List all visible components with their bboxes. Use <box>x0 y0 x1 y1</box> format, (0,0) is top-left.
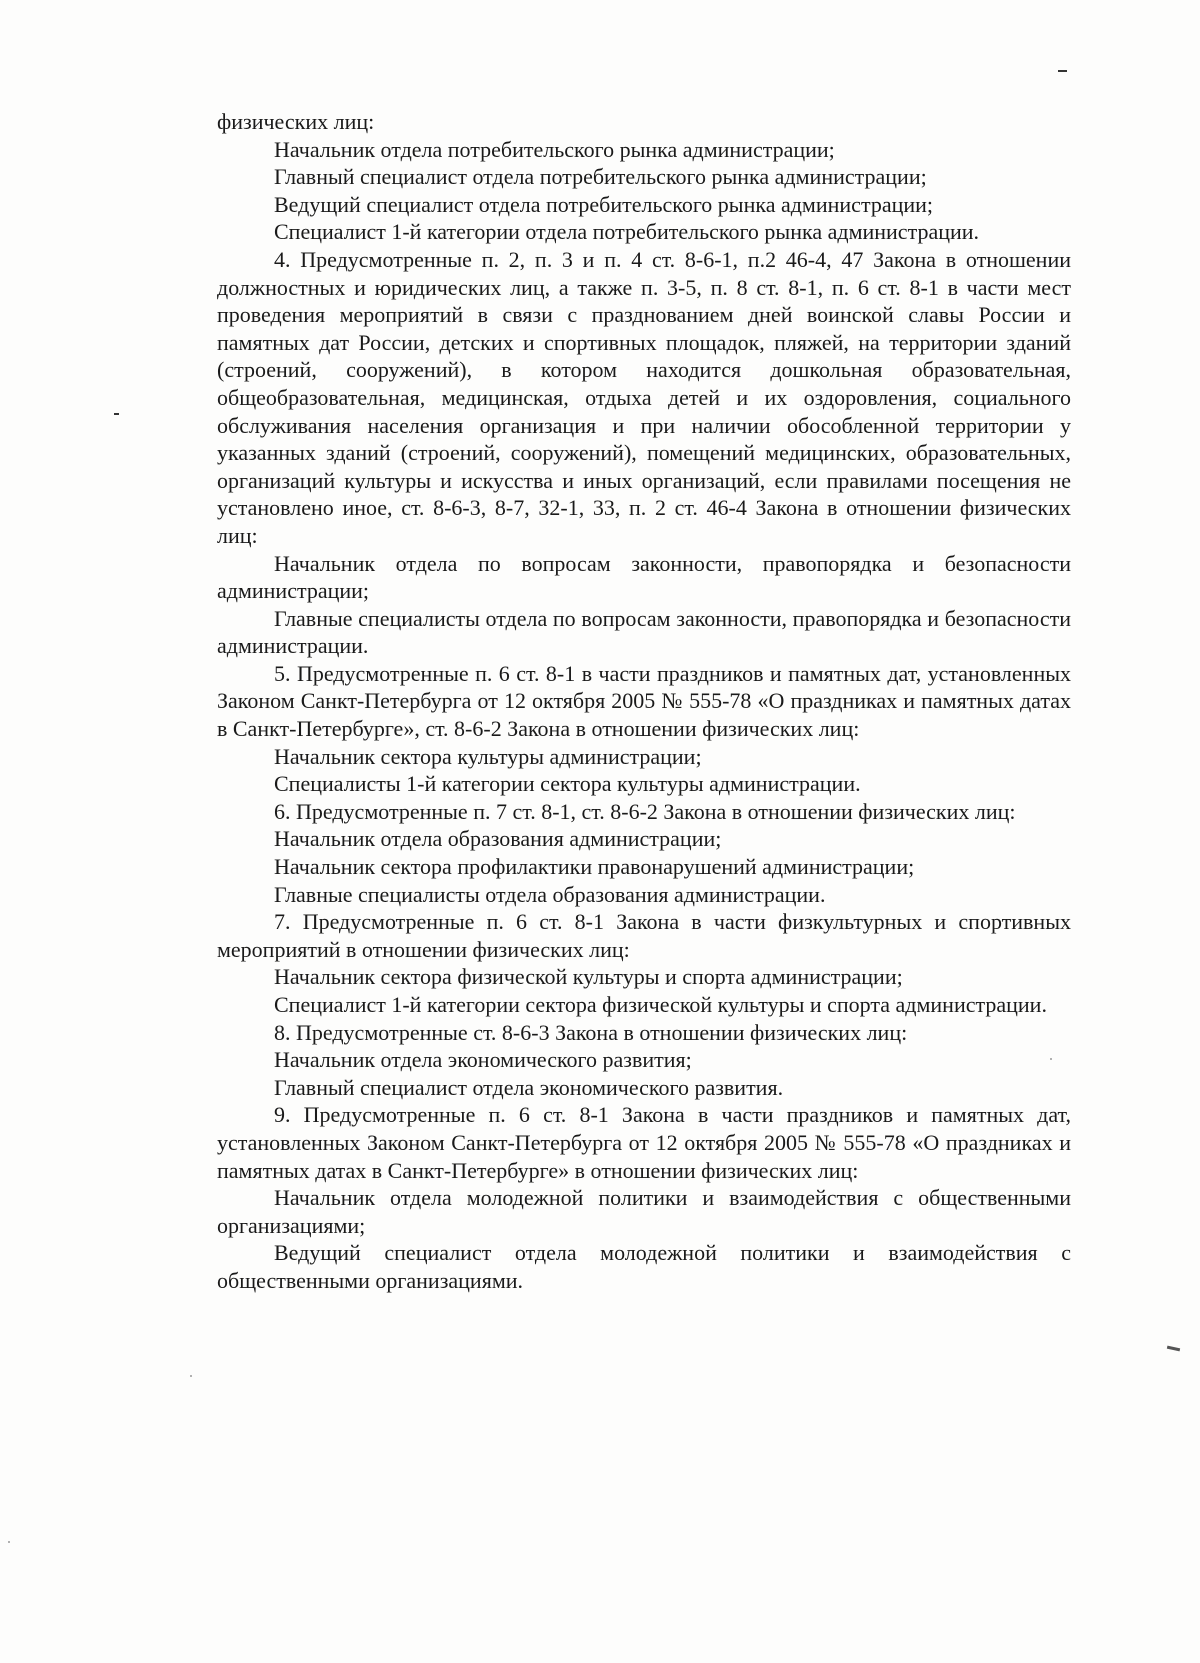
document-body <box>217 108 1071 1295</box>
paragraph: Главные специалисты отдела по вопросам законности, правопорядка и безопасности администрации. <box>217 605 1071 659</box>
paragraph: Главный специалист отдела потребительского рынка администрации; <box>274 164 927 190</box>
paragraph: Ведущий специалист отдела молодежной политики и взаимодействия с общественными организациями. <box>217 1240 1071 1293</box>
paragraph: 5. Предусмотренные п. 6 ст. 8-1 в части праздников и памятных дат, установленных Законом Санкт-Петербурга от 12 октября 2005 № 555-78 «О праздниках и памятных датах в Санкт-Петербурге», ст. 8-6-2 Закона в отношении физических лиц: <box>217 660 1071 742</box>
paragraph: Начальник сектора физической культуры и спорта администрации; <box>274 964 903 990</box>
scan-speck <box>8 1541 10 1543</box>
paragraph: Начальник отдела по вопросам законности, правопорядка и безопасности администрации; <box>217 550 1071 604</box>
paragraph: Начальник отдела молодежной политики и взаимодействия с общественными организациями; <box>217 1185 1071 1238</box>
scan-mark <box>1058 70 1067 72</box>
scan-mark <box>114 413 119 415</box>
paragraph: Начальник сектора профилактики правонарушений администрации; <box>274 854 915 880</box>
paragraph: Ведущий специалист отдела потребительского рынка администрации; <box>274 191 934 217</box>
paragraph: Начальник отдела потребительского рынка администрации; <box>274 136 835 162</box>
paragraph: 7. Предусмотренные п. 6 ст. 8-1 Закона в части физкультурных и спортивных мероприятий в отношении физических лиц: <box>217 909 1071 962</box>
paragraph: Главный специалист отдела экономического развития. <box>274 1074 784 1100</box>
paragraph: Начальник сектора культуры администрации; <box>274 743 702 769</box>
scan-mark <box>1167 1346 1180 1352</box>
paragraph: Специалисты 1-й категории сектора культуры администрации. <box>274 771 861 797</box>
paragraph: 4. Предусмотренные п. 2, п. 3 и п. 4 ст. 8-6-1, п.2 46-4, 47 Закона в отношении должностных и юридических лиц, а также п. 3-5, п. 8 ст. 8-1, п. 6 ст. 8-1 в части мест проведения мероприятий в связи с празднованием дней воинской славы России и памятных дат России, детских и спортивных площадок, пляжей, на территории зданий (строений, сооружений), в котором находится дошкольная образовательная, общеобразовательная, медицинская, отдыха детей и их оздоровления, социального обслуживания населения организация и при наличии обособленной территории у указанных зданий (строений, сооружений), помещений медицинских, образовательных, организаций культуры и искусства и иных организаций, если правилами посещения не установлено иное, ст. 8-6-3, 8-7, 32-1, 33, п. 2 ст. 46-4 Закона в отношении физических лиц: <box>217 246 1071 548</box>
paragraph: Специалист 1-й категории сектора физической культуры и спорта администрации. <box>274 992 1047 1017</box>
paragraph: Главные специалисты отдела образования администрации. <box>274 881 826 907</box>
paragraph: Начальник отдела экономического развития; <box>274 1047 692 1073</box>
paragraph: 9. Предусмотренные п. 6 ст. 8-1 Закона в части праздников и памятных дат, установленных Законом Санкт-Петербурга от 12 октября 2005 № 555-78 «О праздниках и памятных датах в Санкт-Петербурге» в отношении физических лиц: <box>217 1102 1071 1183</box>
paragraph: Начальник отдела образования администрации; <box>274 826 722 852</box>
paragraph: 6. Предусмотренные п. 7 ст. 8-1, ст. 8-6-2 Закона в отношении физических лиц: <box>274 798 1016 824</box>
paragraph: 8. Предусмотренные ст. 8-6-3 Закона в отношении физических лиц: <box>274 1019 908 1045</box>
scan-speck <box>190 1375 192 1377</box>
paragraph: Специалист 1-й категории отдела потребительского рынка администрации. <box>274 219 980 245</box>
paragraph: физических лиц: <box>217 109 375 134</box>
